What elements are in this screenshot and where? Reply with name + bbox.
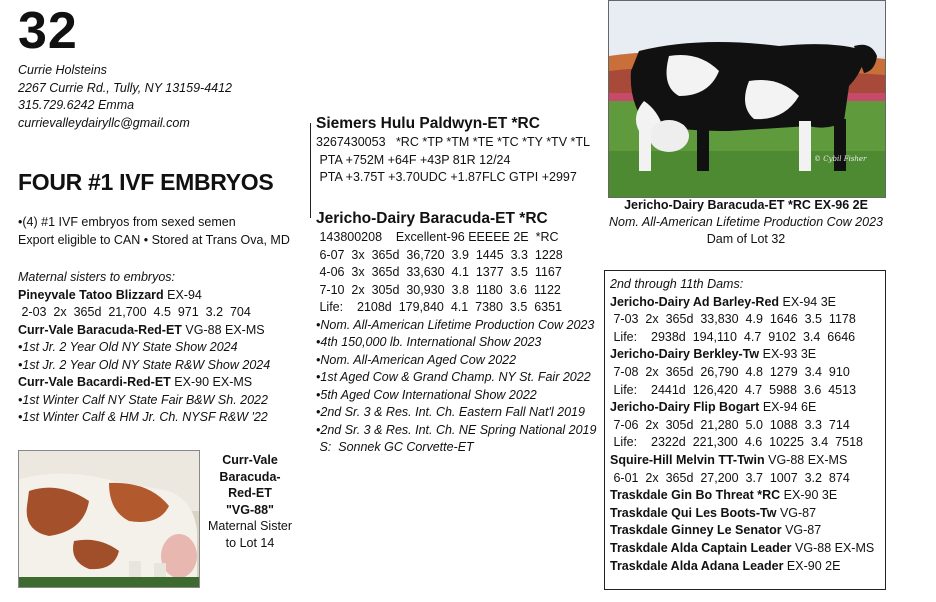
sire-id: 3267430053 *RC *TP *TM *TE *TC *TY *TV *TL	[316, 135, 590, 149]
dam-record: Life: 2108d 179,840 4.1 7380 3.5 6351	[316, 300, 563, 314]
sister-name: Curr-Vale Bacardi-Red-ET	[18, 375, 171, 389]
consignor-name: Currie Holsteins	[18, 63, 107, 77]
caption-relation: Maternal Sister to Lot 14	[207, 519, 293, 550]
dam-entry-score: VG-88 EX-MS	[764, 452, 848, 467]
consignor-address: 2267 Currie Rd., Tully, NY 13159-4412	[18, 80, 233, 95]
dams-title: 2nd through 11th Dams:	[610, 277, 744, 291]
dam-entry-score: EX-90 3E	[780, 488, 838, 503]
lot-number: 32	[18, 2, 78, 60]
dam-entry-score: EX-94 6E	[759, 400, 817, 415]
caption-relation: Dam of Lot 32	[706, 232, 786, 246]
dam-entry-score: VG-87	[776, 505, 817, 520]
dam-entry-name: Traskdale Gin Bo Threat *RC	[610, 488, 781, 503]
dam-note: •2nd Sr. 3 & Res. Int. Ch. NE Spring National 2019	[316, 422, 597, 437]
sister-note: •1st Jr. 2 Year Old NY State Show 2024	[18, 340, 238, 354]
caption-cow-name: Jericho-Dairy Baracuda-ET *RC EX-96 2E	[624, 198, 868, 212]
offering-details	[18, 214, 290, 249]
caption-score: "VG-88"	[226, 502, 274, 517]
dam-entry-score: VG-88 EX-MS	[791, 540, 875, 555]
dam-entry-record: 7-06 2x 305d 21,280 5.0 1088 3.3 714	[610, 417, 850, 432]
dam-note: •Nom. All-American Aged Cow 2022	[316, 352, 517, 367]
dam-record: 6-07 3x 365d 36,720 3.9 1445 3.3 1228	[316, 247, 563, 262]
dam-note: •5th Aged Cow International Show 2022	[316, 387, 537, 402]
dam-entry-score: EX-90 2E	[783, 558, 841, 573]
dam-record: 7-10 2x 305d 30,930 3.8 1180 3.6 1122	[316, 282, 561, 297]
dam-entry-name: Jericho-Dairy Ad Barley-Red	[610, 294, 780, 309]
sister-note: •1st Jr. 2 Year Old NY State R&W Show 2024	[18, 357, 271, 372]
sister-record: 2-03 2x 365d 21,700 4.5 971 3.2 704	[18, 305, 251, 319]
offering-line: Export eligible to CAN • Stored at Trans Ova, MD	[18, 232, 290, 247]
sister-name: Curr-Vale Baracuda-Red-ET	[18, 322, 182, 337]
sister-name: Pineyvale Tatoo Blizzard	[18, 287, 164, 302]
dam-record: 4-06 3x 365d 33,630 4.1 1377 3.5 1167	[316, 265, 562, 279]
dam-note: •1st Aged Cow & Grand Champ. NY St. Fair 2022	[316, 370, 591, 384]
dam-entry-record: 7-03 2x 365d 33,830 4.9 1646 3.5 1178	[610, 312, 856, 327]
maternal-sisters	[18, 269, 298, 427]
dam-entry-name: Traskdale Alda Adana Leader	[610, 558, 784, 573]
dam-entry-record: 6-01 2x 365d 27,200 3.7 1007 3.2 874	[610, 470, 850, 485]
sister-photo-caption	[206, 452, 294, 551]
sire-name: Siemers Hulu Paldwyn-ET *RC	[316, 115, 540, 132]
dam-entry-score: EX-93 3E	[759, 347, 817, 362]
dam-entry-record: Life: 2938d 194,110 4.7 9102 3.4 6646	[610, 329, 856, 344]
dam-block	[316, 209, 596, 457]
sire-block	[316, 114, 590, 187]
dam-entry-name: Squire-Hill Melvin TT-Twin	[610, 452, 765, 467]
consignor-phone: 315.729.6242 Emma	[18, 98, 135, 112]
sister-score: EX-94	[163, 287, 202, 302]
caption-cow-name: Curr-Vale Baracuda-Red-ET	[219, 453, 281, 500]
dam-note: •4th 150,000 lb. International Show 2023	[316, 335, 542, 349]
consignor-email: currievalleydairyllc@gmail.com	[18, 115, 190, 130]
dam-id: 143800208 Excellent-96 EEEEE 2E *RC	[316, 230, 559, 244]
offering-line: •(4) #1 IVF embryos from sexed semen	[18, 215, 236, 229]
dam-entry-record: 7-08 2x 365d 26,790 4.8 1279 3.4 910	[610, 364, 850, 379]
sister-note: •1st Winter Calf NY State Fair B&W Sh. 2022	[18, 392, 268, 407]
photo-watermark: © Cybil Fisher	[814, 155, 867, 163]
dams-list	[610, 276, 886, 575]
dam-entry-score: VG-87	[781, 523, 822, 538]
caption-note: Nom. All-American Lifetime Production Cow 2023	[609, 215, 883, 229]
consignor-contact	[18, 62, 232, 132]
dam-entry-name: Traskdale Qui Les Boots-Tw	[610, 505, 777, 520]
sire-pta: PTA +3.75T +3.70UDC +1.87FLC GTPI +2997	[316, 170, 577, 184]
maternal-title: Maternal sisters to embryos:	[18, 270, 175, 284]
dam-note: •Nom. All-American Lifetime Production Cow 2023	[316, 317, 595, 332]
headline: FOUR #1 IVF EMBRYOS	[18, 169, 274, 195]
dam-entry-name: Traskdale Alda Captain Leader	[610, 540, 792, 555]
sister-score: VG-88 EX-MS	[181, 322, 265, 337]
dam-name: Jericho-Dairy Baracuda-ET *RC	[316, 210, 548, 227]
dam-entry-score: EX-94 3E	[779, 294, 837, 309]
sister-note: •1st Winter Calf & HM Jr. Ch. NYSF R&W '22	[18, 410, 268, 424]
dam-entry-record: Life: 2322d 221,300 4.6 10225 3.4 7518	[610, 435, 863, 450]
dam-entry-name: Jericho-Dairy Flip Bogart	[610, 400, 760, 415]
red-white-cow-photo	[18, 450, 200, 588]
dam-entry-name: Traskdale Ginney Le Senator	[610, 523, 782, 538]
dam-entry-record: Life: 2441d 126,420 4.7 5988 3.6 4513	[610, 382, 857, 397]
dam-entry-name: Jericho-Dairy Berkley-Tw	[610, 347, 760, 362]
dam-note: •2nd Sr. 3 & Res. Int. Ch. Eastern Fall Nat'l 2019	[316, 405, 585, 419]
sire-pta: PTA +752M +64F +43P 81R 12/24	[316, 152, 511, 167]
dam-sire: S: Sonnek GC Corvette-ET	[316, 440, 474, 454]
divider	[310, 123, 311, 218]
dam-photo-caption	[600, 197, 892, 248]
black-white-cow-photo	[608, 0, 886, 198]
sister-score: EX-90 EX-MS	[170, 375, 253, 389]
